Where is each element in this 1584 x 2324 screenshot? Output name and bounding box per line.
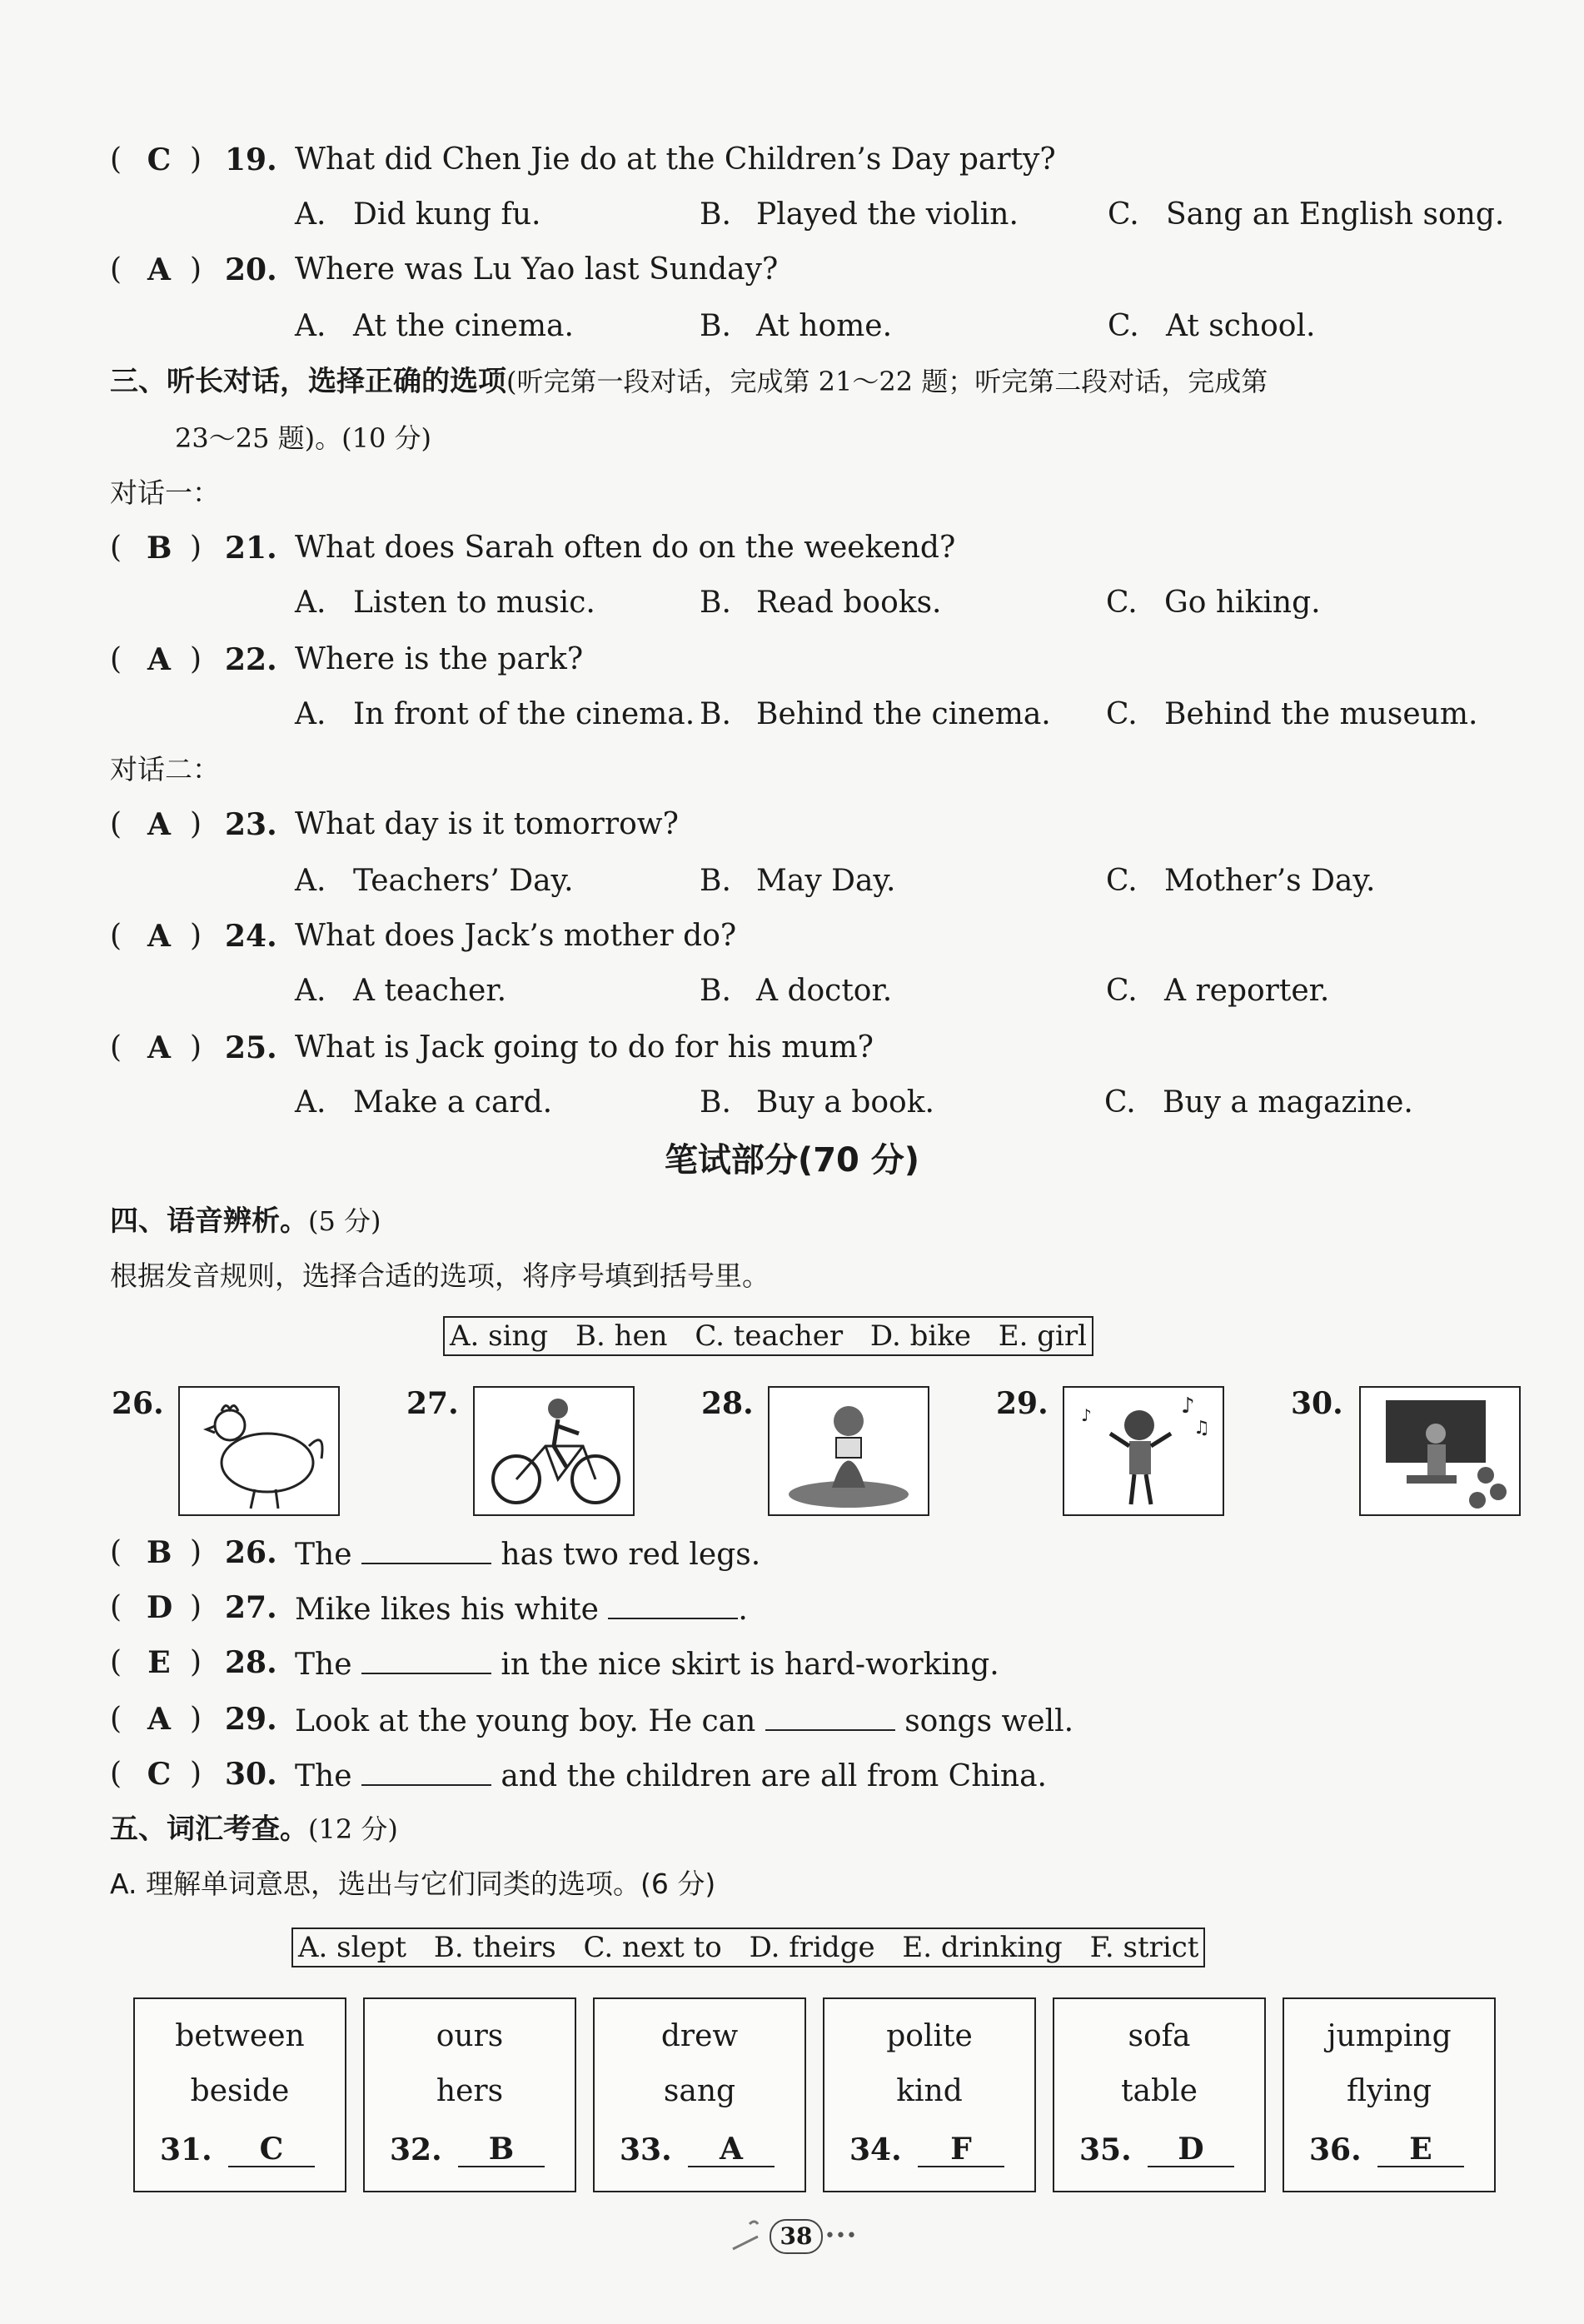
card-answer[interactable]: F xyxy=(918,2132,1004,2167)
answer-24: A xyxy=(147,919,171,954)
card-number: 31. xyxy=(160,2132,212,2167)
question-number: 29. xyxy=(225,1702,277,1737)
vocab-card xyxy=(1283,1997,1496,2192)
question-number: 28. xyxy=(225,1645,277,1680)
phonics-options-box xyxy=(443,1316,1093,1356)
option-text: At the cinema. xyxy=(353,309,574,343)
option-text: Read books. xyxy=(756,586,942,620)
option-label: B. xyxy=(700,586,731,620)
dialog-1-label: 对话一： xyxy=(110,476,220,509)
card-word: sofa xyxy=(1128,2019,1191,2053)
paren: ( xyxy=(110,1030,122,1065)
question-25 xyxy=(110,1028,1526,1068)
question-23 xyxy=(110,805,1526,845)
question-number: 21. xyxy=(225,531,277,566)
question-stem xyxy=(295,1588,748,1630)
option-label: C. xyxy=(1106,864,1138,898)
option-label: B. xyxy=(700,1085,731,1120)
box-option: E. drinking xyxy=(902,1931,1063,1964)
answer-blank[interactable] xyxy=(361,1533,491,1564)
answer-19: C xyxy=(147,142,172,177)
question-21 xyxy=(110,528,1526,568)
box-option: D. fridge xyxy=(749,1931,875,1964)
box-option: A. sing xyxy=(450,1319,549,1353)
option-text: Behind the museum. xyxy=(1164,697,1478,731)
paren: ) xyxy=(190,919,202,953)
section-5-part-a: A. 理解单词意思，选出与它们同类的选项。(6 分) xyxy=(110,1868,716,1900)
question-stem xyxy=(295,1533,760,1575)
paren: ( xyxy=(110,1535,122,1569)
box-option: E. girl xyxy=(998,1319,1087,1353)
option-label: C. xyxy=(1106,697,1138,731)
answer-30: C xyxy=(147,1757,172,1792)
question-number: 27. xyxy=(225,1590,277,1625)
answer-20: A xyxy=(147,252,171,287)
section-note: (5 分) xyxy=(308,1205,381,1237)
bike-picture xyxy=(473,1386,635,1516)
question-22 xyxy=(110,640,1526,680)
paren: ) xyxy=(190,642,202,676)
girl-icon xyxy=(770,1388,928,1514)
question-27 xyxy=(110,1588,1526,1628)
answer-21: B xyxy=(147,531,172,566)
option-text: Listen to music. xyxy=(353,586,595,620)
bike-icon xyxy=(475,1388,633,1514)
paren: ) xyxy=(190,1590,202,1624)
page-number-badge xyxy=(758,2216,858,2257)
question-number: 19. xyxy=(225,142,277,177)
question-stem xyxy=(295,1643,999,1685)
option-label: A. xyxy=(295,864,326,898)
option-label: A. xyxy=(295,1085,326,1120)
option-text: Sang an English song. xyxy=(1166,197,1505,232)
dots-icon: ••• xyxy=(824,2226,857,2247)
section-note: (12 分) xyxy=(308,1813,398,1845)
answer-25: A xyxy=(147,1030,171,1065)
question-stem: What does Sarah often do on the weekend? xyxy=(295,531,956,565)
option-label: C. xyxy=(1106,586,1138,620)
card-answer[interactable]: B xyxy=(458,2132,545,2167)
option-text: At school. xyxy=(1166,309,1316,343)
question-26 xyxy=(110,1533,1526,1573)
vocab-card xyxy=(593,1997,806,2192)
paren: ) xyxy=(190,807,202,841)
dialog-2-label: 对话二： xyxy=(110,753,220,785)
card-word: ours xyxy=(436,2019,504,2053)
section-3-note-cont: 23～25 题)。(10 分) xyxy=(175,422,431,454)
question-24 xyxy=(110,916,1526,956)
box-option: F. strict xyxy=(1089,1931,1199,1964)
paren: ( xyxy=(110,1645,122,1679)
question-stem: Where was Lu Yao last Sunday? xyxy=(295,252,779,287)
pic-number: 27. xyxy=(406,1386,459,1421)
option-text: A doctor. xyxy=(756,974,893,1008)
stem-post: . xyxy=(738,1593,748,1627)
section-4-heading xyxy=(110,1201,381,1241)
teacher-icon xyxy=(1361,1388,1519,1514)
card-word: beside xyxy=(190,2074,290,2108)
box-option: C. next to xyxy=(583,1931,722,1964)
stem-pre: Look at the young boy. He can xyxy=(295,1704,756,1738)
question-number: 22. xyxy=(225,642,277,677)
hen-icon xyxy=(180,1388,338,1514)
stem-post: in the nice skirt is hard-working. xyxy=(501,1648,999,1682)
paren: ( xyxy=(110,1757,122,1791)
option-label: C. xyxy=(1108,309,1139,343)
singing-boy-icon xyxy=(1064,1388,1223,1514)
option-text: Make a card. xyxy=(353,1085,553,1120)
pic-number: 26. xyxy=(112,1386,164,1421)
paren: ( xyxy=(110,531,122,565)
option-text: In front of the cinema. xyxy=(353,697,695,731)
box-option: A. slept xyxy=(298,1931,407,1964)
question-number: 25. xyxy=(225,1030,277,1065)
option-label: B. xyxy=(700,974,731,1008)
card-word: table xyxy=(1121,2074,1198,2108)
paren: ) xyxy=(190,142,202,177)
option-text: Mother’s Day. xyxy=(1164,864,1376,898)
card-number: 36. xyxy=(1309,2132,1362,2167)
question-30 xyxy=(110,1754,1526,1794)
vocab-card xyxy=(133,1997,346,2192)
question-stem: What is Jack going to do for his mum? xyxy=(295,1030,874,1065)
option-label: C. xyxy=(1106,974,1138,1008)
option-text: Teachers’ Day. xyxy=(353,864,574,898)
written-part-title: 笔试部分(70 分) xyxy=(664,1141,920,1179)
card-answer[interactable]: E xyxy=(1377,2132,1464,2167)
paren: ) xyxy=(190,531,202,565)
question-28 xyxy=(110,1643,1526,1683)
stem-pre: The xyxy=(295,1648,352,1682)
card-answer[interactable]: A xyxy=(688,2132,775,2167)
option-text: At home. xyxy=(756,309,893,343)
stem-post: has two red legs. xyxy=(501,1538,761,1572)
section-4-instruction: 根据发音规则，选择合适的选项，将序号填到括号里。 xyxy=(110,1259,770,1292)
stem-pre: The xyxy=(295,1759,352,1793)
pic-number: 28. xyxy=(701,1386,754,1421)
option-text: Buy a magazine. xyxy=(1163,1085,1413,1120)
box-option: B. theirs xyxy=(433,1931,556,1964)
paren: ( xyxy=(110,1590,122,1624)
answer-26: B xyxy=(147,1535,172,1570)
teacher-picture xyxy=(1359,1386,1521,1516)
svg-text:♫: ♫ xyxy=(1193,1418,1210,1439)
option-label: B. xyxy=(700,197,731,232)
answer-blank[interactable] xyxy=(765,1699,895,1731)
question-stem: What did Chen Jie do at the Children’s Day party? xyxy=(295,142,1056,177)
card-number: 35. xyxy=(1079,2132,1132,2167)
card-word: polite xyxy=(886,2019,973,2053)
paren: ( xyxy=(110,142,122,177)
section-5-heading xyxy=(110,1809,398,1849)
option-label: A. xyxy=(295,197,326,232)
box-option: C. teacher xyxy=(695,1319,844,1353)
paren: ) xyxy=(190,1702,202,1736)
stem-post: songs well. xyxy=(904,1704,1074,1738)
vocab-card xyxy=(363,1997,576,2192)
answer-23: A xyxy=(147,807,171,842)
svg-text:♪: ♪ xyxy=(1181,1394,1195,1419)
question-number: 30. xyxy=(225,1757,277,1792)
paren: ( xyxy=(110,252,122,287)
paren: ) xyxy=(190,1645,202,1679)
option-text: A reporter. xyxy=(1164,974,1330,1008)
card-word: kind xyxy=(896,2074,963,2108)
answer-29: A xyxy=(147,1702,171,1737)
option-label: A. xyxy=(295,974,326,1008)
paren: ( xyxy=(110,807,122,841)
option-text: A teacher. xyxy=(353,974,507,1008)
svg-text:♪: ♪ xyxy=(1081,1405,1092,1425)
stem-pre: Mike likes his white xyxy=(295,1593,599,1627)
vocab-card xyxy=(823,1997,1036,2192)
question-20 xyxy=(110,250,1526,290)
vocab-card xyxy=(1053,1997,1266,2192)
answer-27: D xyxy=(147,1590,173,1625)
box-option: B. hen xyxy=(575,1319,668,1353)
option-text: Did kung fu. xyxy=(353,197,541,232)
hen-picture xyxy=(178,1386,340,1516)
card-word: jumping xyxy=(1327,2019,1452,2053)
paren: ( xyxy=(110,1702,122,1736)
option-text: Go hiking. xyxy=(1164,586,1321,620)
option-label: B. xyxy=(700,697,731,731)
paren: ) xyxy=(190,1030,202,1065)
option-text: Buy a book. xyxy=(756,1085,934,1120)
card-number: 33. xyxy=(620,2132,672,2167)
question-stem: Where is the park? xyxy=(295,642,584,676)
girl-picture xyxy=(768,1386,929,1516)
option-text: May Day. xyxy=(756,864,896,898)
option-label: B. xyxy=(700,309,731,343)
card-number: 32. xyxy=(390,2132,442,2167)
option-label: A. xyxy=(295,586,326,620)
question-number: 23. xyxy=(225,807,277,842)
option-label: C. xyxy=(1104,1085,1136,1120)
card-answer[interactable]: D xyxy=(1148,2132,1234,2167)
answer-blank[interactable] xyxy=(361,1754,491,1786)
card-number: 34. xyxy=(849,2132,902,2167)
pic-number: 29. xyxy=(996,1386,1049,1421)
card-word: sang xyxy=(663,2074,736,2108)
question-29 xyxy=(110,1699,1526,1739)
pic-number: 30. xyxy=(1291,1386,1343,1421)
option-label: B. xyxy=(700,864,731,898)
answer-22: A xyxy=(147,642,171,677)
card-word: drew xyxy=(660,2019,739,2053)
paren: ) xyxy=(190,1535,202,1569)
card-answer[interactable]: C xyxy=(228,2132,315,2167)
card-word: between xyxy=(175,2019,305,2053)
box-option: D. bike xyxy=(869,1319,971,1353)
answer-28: E xyxy=(147,1645,171,1680)
question-19 xyxy=(110,140,1526,180)
answer-blank[interactable] xyxy=(608,1588,738,1619)
section-title: 三、听长对话，选择正确的选项 xyxy=(110,365,506,398)
option-label: A. xyxy=(295,309,326,343)
section-title: 五、词汇考查。 xyxy=(110,1813,308,1846)
answer-blank[interactable] xyxy=(361,1643,491,1674)
question-stem xyxy=(295,1699,1073,1742)
paren: ( xyxy=(110,919,122,953)
page-number: 38 xyxy=(770,2219,823,2254)
stem-pre: The xyxy=(295,1538,352,1572)
question-number: 24. xyxy=(225,919,277,954)
section-3-heading xyxy=(110,362,1268,401)
card-word: flying xyxy=(1346,2074,1432,2108)
section-title: 四、语音辨析。 xyxy=(110,1204,308,1238)
question-stem xyxy=(295,1754,1047,1797)
paren: ( xyxy=(110,642,122,676)
question-number: 20. xyxy=(225,252,277,287)
question-stem: What does Jack’s mother do? xyxy=(295,919,737,953)
option-label: C. xyxy=(1108,197,1139,232)
paren: ) xyxy=(190,1757,202,1791)
question-number: 26. xyxy=(225,1535,277,1570)
option-text: Played the violin. xyxy=(756,197,1019,232)
stem-post: and the children are all from China. xyxy=(501,1759,1047,1793)
section-note: (听完第一段对话，完成第 21～22 题；听完第二段对话，完成第 xyxy=(506,366,1268,397)
paren: ) xyxy=(190,252,202,287)
option-label: A. xyxy=(295,697,326,731)
card-word: hers xyxy=(436,2074,504,2108)
option-text: Behind the cinema. xyxy=(756,697,1051,731)
vocab-options-box xyxy=(291,1928,1205,1967)
boy-singing-picture xyxy=(1063,1386,1224,1516)
question-stem: What day is it tomorrow? xyxy=(295,807,679,841)
